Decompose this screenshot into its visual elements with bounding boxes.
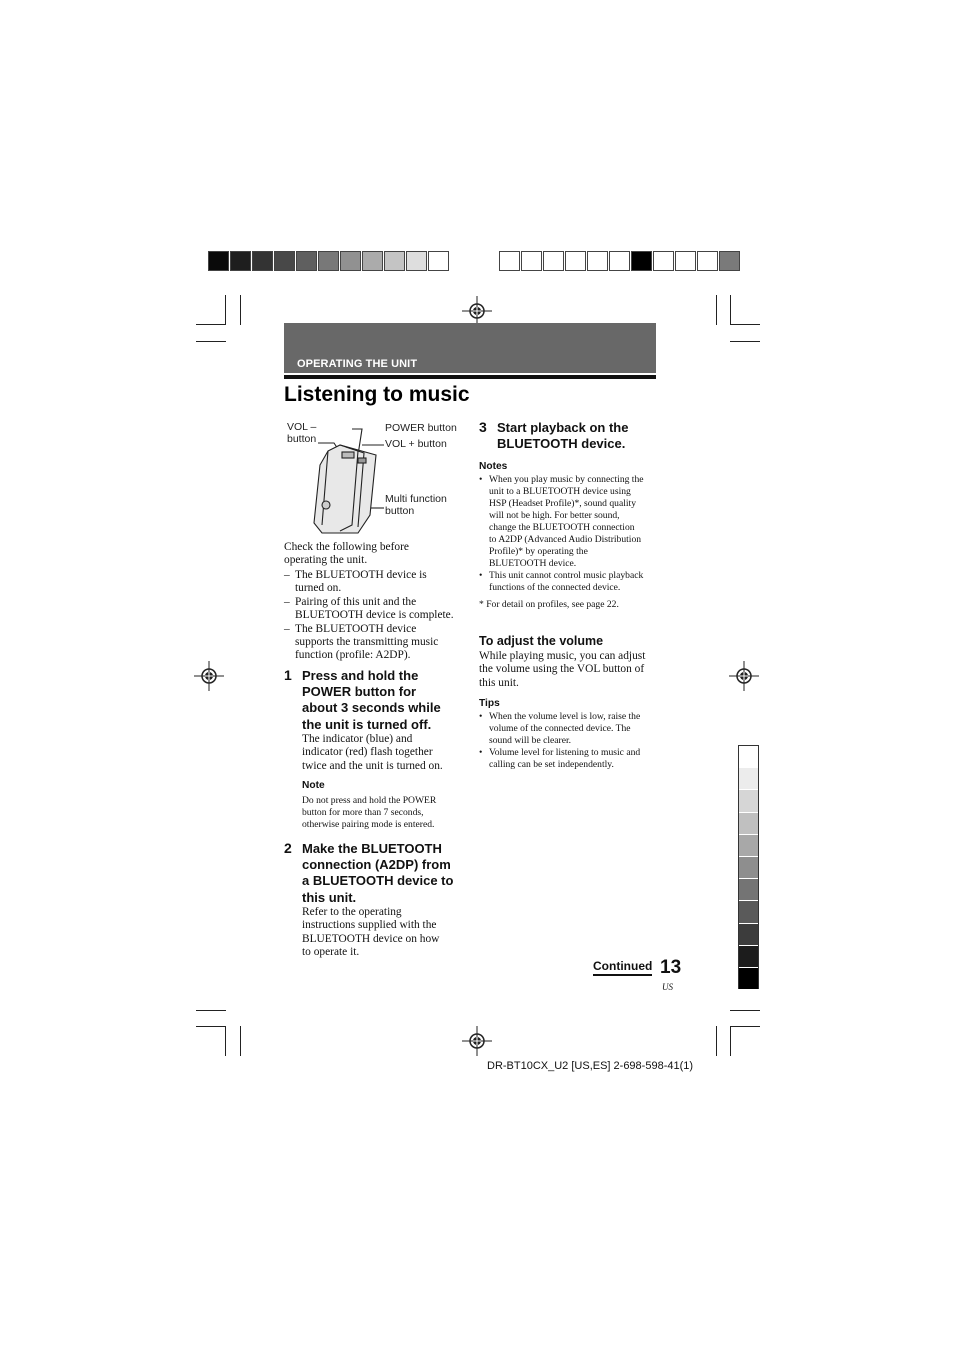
color-bar-left <box>208 251 450 273</box>
step-body: The indicator (blue) and indicator (red) flash together twice and the unit is turned on. <box>302 733 443 772</box>
page-region: US <box>662 982 673 992</box>
color-swatch <box>208 251 229 271</box>
list-item: – The BLUETOOTH device is turned on. <box>284 569 464 596</box>
side-tab <box>739 813 758 835</box>
volume-body: While playing music, you can adjust the volume using the VOL button of this unit. <box>479 650 646 689</box>
color-swatch <box>521 251 542 271</box>
color-swatch <box>697 251 718 271</box>
crop-mark <box>730 1010 760 1011</box>
color-swatch <box>587 251 608 271</box>
page-title: Listening to music <box>284 383 470 406</box>
side-tab <box>739 968 758 990</box>
color-swatch <box>719 251 740 271</box>
color-swatch <box>340 251 361 271</box>
crop-mark <box>730 1026 760 1027</box>
page-number: 13 <box>660 957 682 978</box>
color-swatch <box>565 251 586 271</box>
side-tab <box>739 746 758 768</box>
crop-mark <box>196 1010 226 1011</box>
color-swatch <box>609 251 630 271</box>
side-tab <box>739 901 758 923</box>
vol-plus-label: VOL + button <box>385 438 447 450</box>
side-tab <box>739 879 758 901</box>
section-label: OPERATING THE UNIT <box>297 358 418 370</box>
crop-mark <box>225 1026 226 1056</box>
crop-mark <box>240 295 241 325</box>
color-swatch <box>384 251 405 271</box>
crop-mark <box>730 295 731 325</box>
notes-heading: Notes <box>479 461 508 472</box>
color-swatch <box>631 251 652 271</box>
tips-heading: Tips <box>479 698 500 709</box>
note-text: Do not press and hold the POWER button for more than 7 seconds, otherwise pairing mode is entered. <box>302 795 437 830</box>
notes-list <box>479 474 664 594</box>
step-heading: Start playback on the BLUETOOTH device. <box>497 420 629 452</box>
crop-mark <box>716 295 717 325</box>
crop-mark <box>730 1026 731 1056</box>
color-swatch <box>296 251 317 271</box>
vol-minus-label: VOL – button <box>287 421 317 445</box>
multi-function-label: Multi function button <box>385 493 447 517</box>
side-tab-strip <box>738 745 759 989</box>
color-swatch <box>406 251 427 271</box>
crop-mark <box>196 324 226 325</box>
list-item: • When you play music by connecting the unit to a BLUETOOTH device using HSP (Headset Profile)*, sound quality will not be high. For better sound, change the BLUETOOTH connection to A2DP (Advanced Audio Distribution Profile)* by operating the BLUETOOTH device. <box>479 474 664 570</box>
color-bar-right <box>499 251 741 273</box>
crop-mark <box>730 324 760 325</box>
crop-mark <box>716 1026 717 1056</box>
list-item: • When the volume level is low, raise the volume of the connected device. The sound will be clearer. <box>479 711 664 747</box>
document-code: DR-BT10CX_U2 [US,ES] 2-698-598-41(1) <box>487 1060 694 1072</box>
color-swatch <box>653 251 674 271</box>
color-swatch <box>318 251 339 271</box>
list-item: • Volume level for listening to music and calling can be set independently. <box>479 747 664 771</box>
step-heading: Press and hold the POWER button for about 3 seconds while the unit is turned off. <box>302 668 441 732</box>
registration-mark-icon <box>462 296 492 326</box>
color-swatch <box>428 251 449 271</box>
list-item: – Pairing of this unit and the BLUETOOTH device is complete. <box>284 596 464 623</box>
continued-label: Continued <box>593 959 652 976</box>
crop-mark <box>240 1026 241 1056</box>
color-swatch <box>499 251 520 271</box>
registration-mark-icon <box>729 661 759 691</box>
subsection-heading: To adjust the volume <box>479 634 604 648</box>
intro-text: Check the following before operating the unit. <box>284 541 409 567</box>
step-heading: Make the BLUETOOTH connection (A2DP) from a BLUETOOTH device to this unit. <box>302 841 454 905</box>
note-heading: Note <box>302 780 325 791</box>
color-swatch <box>362 251 383 271</box>
crop-mark <box>225 295 226 325</box>
side-tab <box>739 857 758 879</box>
side-tab <box>739 768 758 790</box>
step-number: 1 <box>284 667 292 683</box>
step-number: 2 <box>284 840 292 856</box>
side-tab <box>739 835 758 857</box>
side-tab <box>739 790 758 812</box>
prerequisite-list <box>284 569 464 663</box>
color-swatch <box>675 251 696 271</box>
step-body: Refer to the operating instructions supplied with the BLUETOOTH device on how to operate it. <box>302 906 440 959</box>
crop-mark <box>196 341 226 342</box>
registration-mark-icon <box>462 1026 492 1056</box>
color-swatch <box>230 251 251 271</box>
color-swatch <box>252 251 273 271</box>
registration-mark-icon <box>194 661 224 691</box>
footnote: * For detail on profiles, see page 22. <box>479 599 619 610</box>
crop-mark <box>196 1026 226 1027</box>
side-tab <box>739 946 758 968</box>
crop-mark <box>730 341 760 342</box>
color-swatch <box>543 251 564 271</box>
side-tab <box>739 924 758 946</box>
step-number: 3 <box>479 419 487 435</box>
tips-list <box>479 711 664 771</box>
list-item: – The BLUETOOTH device supports the transmitting music function (profile: A2DP). <box>284 623 464 663</box>
power-button-label: POWER button <box>385 422 457 434</box>
color-swatch <box>274 251 295 271</box>
list-item: • This unit cannot control music playback functions of the connected device. <box>479 570 664 594</box>
header-rule <box>284 375 656 379</box>
